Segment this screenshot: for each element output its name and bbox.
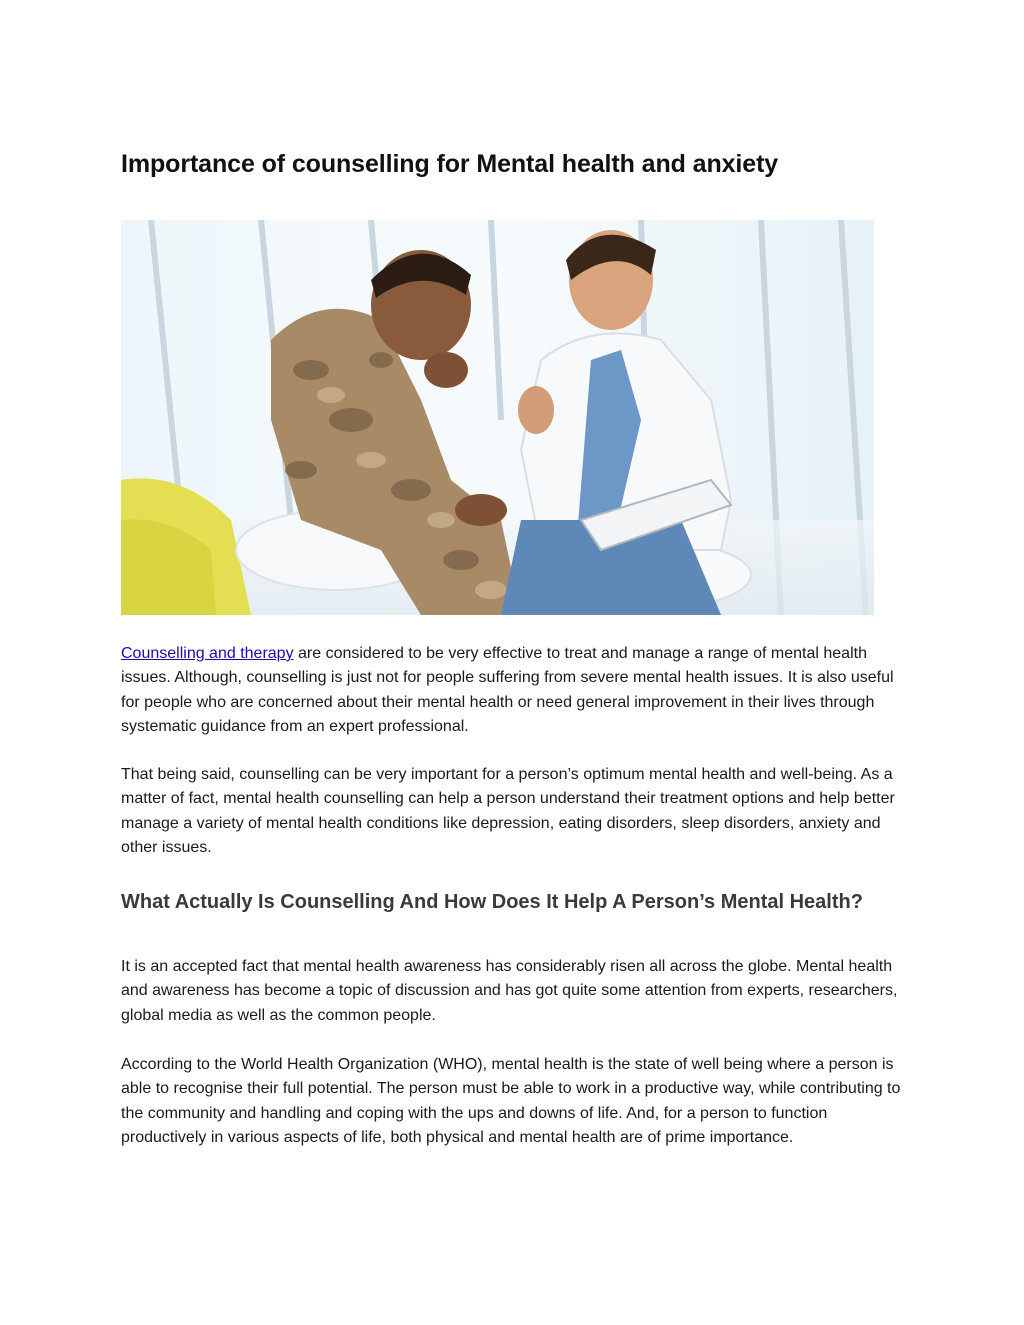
- paragraph-who-definition: According to the World Health Organization (WHO), mental health is the state of well being where a person is able to recognise their full potential. The person must be able to work in a productive way, while contributing to the community and handling and coping with the ups and downs of life. And, for a person to function productively in various aspects of life, both physical and mental health are of prime importance.: [121, 1056, 901, 1146]
- counselling-therapy-link[interactable]: Counselling and therapy: [121, 645, 294, 662]
- page-title: Importance of counselling for Mental health and anxiety: [121, 150, 779, 178]
- counselling-photo: [121, 220, 874, 615]
- paragraph-wellbeing: That being said, counselling can be very important for a person’s optimum mental health and well-being. As a matter of fact, mental health counselling can help a person understand their treatment options and help better manage a variety of mental health conditions like depression, eating disorders, sleep disorders, anxiety and other issues.: [121, 766, 895, 856]
- paragraph-intro: [121, 642, 905, 739]
- paragraph-intro-text: are considered to be very effective to treat and manage a range of mental health issues. Although, counselling is just not for people suffering from severe mental health issues. It is also useful for people who are concerned about their mental health or need general improvement in their lives through systematic guidance from an expert professional.: [121, 645, 894, 735]
- paragraph-awareness: It is an accepted fact that mental health awareness has considerably risen all across the globe. Mental health and awareness has become a topic of discussion and has got quite some attention from experts, researchers, global media as well as the common people.: [121, 958, 898, 1024]
- section-heading: What Actually Is Counselling And How Does It Help A Person’s Mental Health?: [121, 891, 863, 913]
